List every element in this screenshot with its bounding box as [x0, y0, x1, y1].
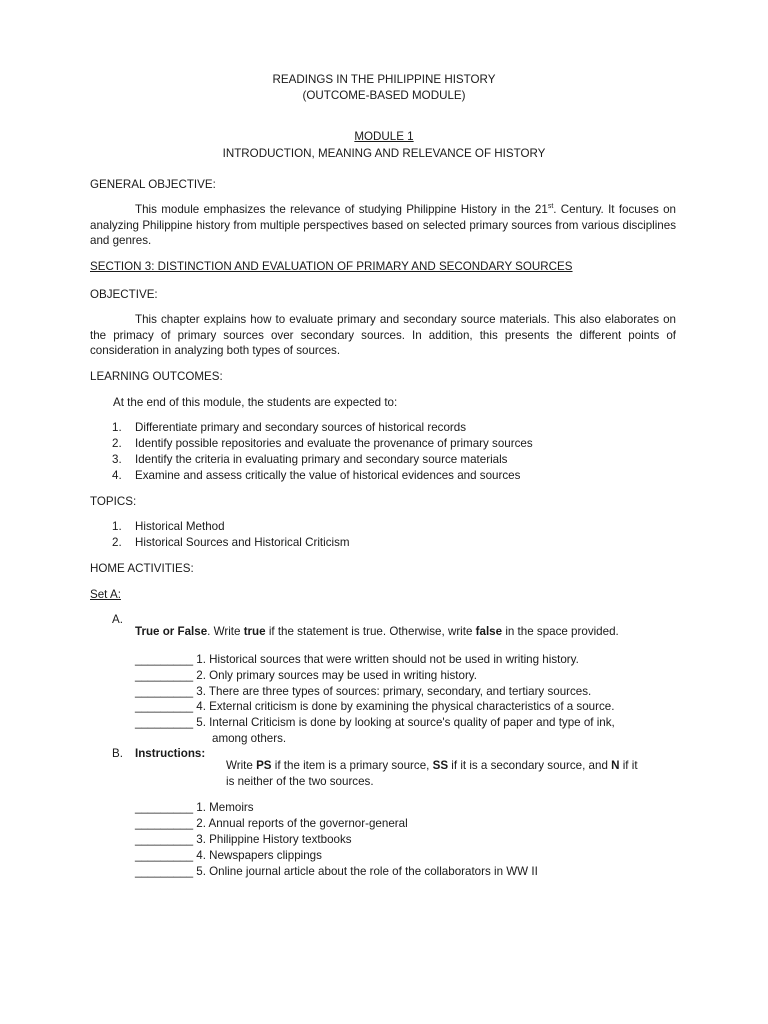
list-item: Examine and assess critically the value of historical evidences and sources	[135, 469, 521, 482]
general-objective-text: This module emphasizes the relevance of studying Philippine History in the 21st. Century. It focuses on analyzing Philippine history from multiple perspectives based on selected primary sources from various disciplines and genres.	[90, 203, 676, 248]
list-item-number: 3.	[112, 453, 122, 466]
list-item-number: 1.	[112, 520, 122, 533]
answer-blank[interactable]: _________	[135, 699, 194, 713]
topics-heading: TOPICS:	[90, 495, 137, 508]
list-item: _________ 1. Memoirs	[135, 800, 254, 814]
list-item-continuation: among others.	[212, 731, 287, 745]
list-item-number: 1.	[112, 421, 122, 434]
list-item-number: 2.	[112, 437, 122, 450]
set-a-heading: Set A:	[90, 588, 121, 601]
answer-blank[interactable]: _________	[135, 684, 194, 698]
part-b-letter: B.	[112, 747, 123, 760]
answer-blank[interactable]: _________	[135, 864, 194, 878]
home-activities-heading: HOME ACTIVITIES:	[90, 562, 194, 575]
list-item: _________ 3. Philippine History textbooks	[135, 832, 352, 846]
part-b-instructions: Write PS if the item is a primary source, SS if it is a secondary source, and N if it	[226, 758, 638, 772]
list-item: Identify possible repositories and evaluate the provenance of primary sources	[135, 437, 533, 450]
list-item-number: 4.	[112, 469, 122, 482]
learning-outcomes-intro: At the end of this module, the students are expected to:	[113, 396, 398, 409]
list-item: _________ 5. Internal Criticism is done by looking at source's quality of paper and type of ink,	[135, 715, 615, 729]
doc-subtitle: (OUTCOME-BASED MODULE)	[302, 89, 466, 102]
answer-blank[interactable]: _________	[135, 715, 194, 729]
section-heading: SECTION 3: DISTINCTION AND EVALUATION OF PRIMARY AND SECONDARY SOURCES	[90, 260, 573, 273]
objective-text: This chapter explains how to evaluate primary and secondary source materials. This also elaborates on the primacy of primary sources over secondary sources. In addition, this presents the different points of consideration in analyzing both types of sources.	[90, 313, 676, 358]
general-objective-heading: GENERAL OBJECTIVE:	[90, 178, 216, 191]
list-item: _________ 2. Only primary sources may be used in writing history.	[135, 668, 477, 682]
answer-blank[interactable]: _________	[135, 800, 194, 814]
part-a-letter: A.	[112, 613, 123, 626]
part-b-instructions-cont: is neither of the two sources.	[226, 774, 374, 788]
doc-title: READINGS IN THE PHILIPPINE HISTORY	[272, 73, 496, 86]
list-item-number: 2.	[112, 536, 122, 549]
list-item: _________ 4. External criticism is done by examining the physical characteristics of a source.	[135, 699, 615, 713]
answer-blank[interactable]: _________	[135, 668, 194, 682]
answer-blank[interactable]: _________	[135, 652, 194, 666]
list-item: Historical Method	[135, 520, 225, 533]
list-item: _________ 2. Annual reports of the governor-general	[135, 816, 408, 830]
list-item: _________ 1. Historical sources that were written should not be used in writing history.	[135, 652, 579, 666]
module-number	[0, 129, 768, 145]
answer-blank[interactable]: _________	[135, 816, 194, 830]
answer-blank[interactable]: _________	[135, 832, 194, 846]
list-item: _________ 3. There are three types of sources: primary, secondary, and tertiary sources.	[135, 684, 592, 698]
list-item: Historical Sources and Historical Criticism	[135, 536, 350, 549]
module-title: INTRODUCTION, MEANING AND RELEVANCE OF HISTORY	[222, 147, 546, 160]
list-item: _________ 4. Newspapers clippings	[135, 848, 322, 862]
answer-blank[interactable]: _________	[135, 848, 194, 862]
list-item: Differentiate primary and secondary sources of historical records	[135, 421, 466, 434]
list-item: Identify the criteria in evaluating primary and secondary source materials	[135, 453, 508, 466]
part-b-label: Instructions:	[135, 747, 206, 760]
part-a-instructions: True or False. Write true if the statement is true. Otherwise, write false in the space provided.	[135, 624, 619, 638]
learning-outcomes-heading: LEARNING OUTCOMES:	[90, 370, 223, 383]
list-item: _________ 5. Online journal article about the role of the collaborators in WW II	[135, 864, 538, 878]
objective-heading: OBJECTIVE:	[90, 288, 158, 301]
module-number-text: MODULE 1	[354, 130, 414, 143]
